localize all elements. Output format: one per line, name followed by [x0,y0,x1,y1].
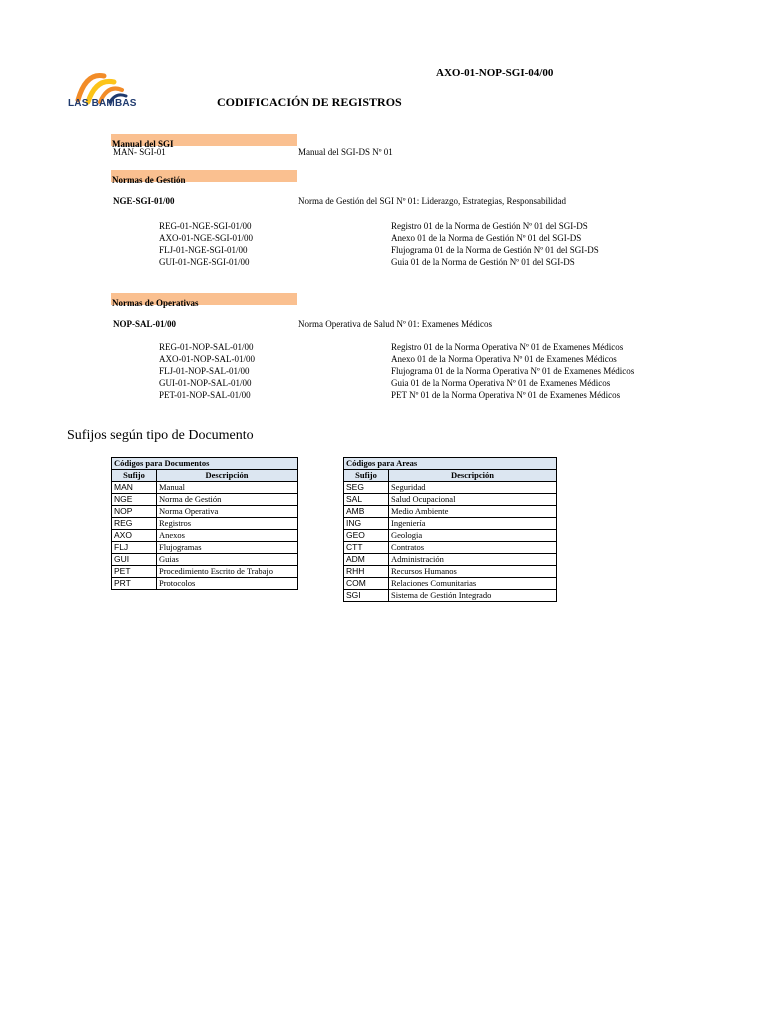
area-codes-table [343,457,557,602]
row-code: CTT [344,542,389,554]
row-desc: Geologia [389,530,557,542]
table-row [112,518,298,530]
table-row [344,590,557,602]
row-code: REG [112,518,157,530]
row-desc: Manual [157,482,298,494]
row-desc: Norma de Gestión [157,494,298,506]
normas-gestion-band [111,170,297,185]
document-code: AXO-01-NOP-SGI-04/00 [436,67,554,79]
table-row [112,506,298,518]
table-header-row [344,470,557,482]
normas-gestion-label: Normas de Gestión [112,175,186,185]
table-title: Códigos para Documentos [112,458,298,470]
nop-main-desc: Norma Operativa de Salud Nº 01: Examenes Médicos [298,319,492,329]
nge-item-code: REG-01-NGE-SGI-01/00 [159,221,252,231]
row-code: COM [344,578,389,590]
row-desc: Guias [157,554,298,566]
manual-section-band [111,134,297,149]
row-desc: Procedimiento Escrito de Trabajo [157,566,298,578]
table-row [344,482,557,494]
column-header-sufijo: Sufijo [112,470,157,482]
row-code: FLJ [112,542,157,554]
nop-item-desc: PET Nº 01 de la Norma Operativa Nº 01 de Examenes Médicos [391,390,621,400]
nge-main-code: NGE-SGI-01/00 [113,196,175,206]
table-row [112,554,298,566]
row-code: RHH [344,566,389,578]
row-desc: Administración [389,554,557,566]
manual-code: MAN- SGI-01 [113,147,166,157]
row-code: AMB [344,506,389,518]
row-code: PRT [112,578,157,590]
nop-item-desc: Guia 01 de la Norma Operativa Nº 01 de Examenes Médicos [391,378,611,388]
table-row [112,494,298,506]
table-row [344,542,557,554]
row-desc: Protocolos [157,578,298,590]
row-code: GEO [344,530,389,542]
row-code: MAN [112,482,157,494]
row-desc: Contratos [389,542,557,554]
nge-main-desc: Norma de Gestión del SGI Nº 01: Liderazgo, Estrategias, Responsabilidad [298,196,566,206]
normas-operativas-band [111,293,297,308]
sufijos-section-title: Sufijos según tipo de Documento [67,428,254,443]
row-desc: Ingeniería [389,518,557,530]
nge-item-desc: Guia 01 de la Norma de Gestión Nº 01 del SGI-DS [391,257,575,267]
nge-item-desc: Registro 01 de la Norma de Gestión Nº 01 del SGI-DS [391,221,588,231]
nge-item-desc: Anexo 01 de la Norma de Gestión Nº 01 del SGI-DS [391,233,582,243]
row-code: SGI [344,590,389,602]
nop-main-code: NOP-SAL-01/00 [113,319,176,329]
table-title-row [112,458,298,470]
nop-item-code: PET-01-NOP-SAL-01/00 [159,390,251,400]
row-desc: Seguridad [389,482,557,494]
row-desc: Sistema de Gestión Integrado [389,590,557,602]
normas-operativas-label: Normas de Operativas [112,298,199,308]
table-row [112,482,298,494]
table-header-row [112,470,298,482]
manual-section-label: Manual del SGI [112,139,174,149]
row-code: AXO [112,530,157,542]
row-desc: Norma Operativa [157,506,298,518]
row-desc: Flujogramas [157,542,298,554]
row-desc: Anexos [157,530,298,542]
table-row [112,542,298,554]
nop-item-desc: Registro 01 de la Norma Operativa Nº 01 de Examenes Médicos [391,342,624,352]
table-row [344,506,557,518]
table-row [112,566,298,578]
row-desc: Medio Ambiente [389,506,557,518]
document-title: CODIFICACIÓN DE REGISTROS [217,95,402,109]
table-row [344,566,557,578]
table-row [344,494,557,506]
table-row [344,554,557,566]
row-desc: Relaciones Comunitarias [389,578,557,590]
nop-item-desc: Flujograma 01 de la Norma Operativa Nº 01 de Examenes Médicos [391,366,635,376]
document-codes-table [111,457,298,590]
nop-item-code: FLJ-01-NOP-SAL-01/00 [159,366,250,376]
row-code: ING [344,518,389,530]
column-header-descripcion: Descripción [389,470,557,482]
nop-item-code: AXO-01-NOP-SAL-01/00 [159,354,255,364]
table-title-row [344,458,557,470]
nge-item-desc: Flujograma 01 de la Norma de Gestión Nº 01 del SGI-DS [391,245,599,255]
nge-item-code: AXO-01-NGE-SGI-01/00 [159,233,253,243]
nge-item-code: FLJ-01-NGE-SGI-01/00 [159,245,248,255]
row-code: PET [112,566,157,578]
row-desc: Registros [157,518,298,530]
table-row [344,578,557,590]
logo-text: LAS BAMBAS [68,98,137,109]
table-row [344,530,557,542]
nop-item-code: REG-01-NOP-SAL-01/00 [159,342,254,352]
table-row [344,518,557,530]
table-row [112,578,298,590]
row-code: NGE [112,494,157,506]
nop-item-code: GUI-01-NOP-SAL-01/00 [159,378,252,388]
table-row [112,530,298,542]
row-desc: Salud Ocupacional [389,494,557,506]
row-code: GUI [112,554,157,566]
row-desc: Recursos Humanos [389,566,557,578]
table-title: Códigos para Areas [344,458,557,470]
manual-desc: Manual del SGI-DS Nº 01 [298,147,393,157]
nge-item-code: GUI-01-NGE-SGI-01/00 [159,257,250,267]
row-code: NOP [112,506,157,518]
column-header-sufijo: Sufijo [344,470,389,482]
column-header-descripcion: Descripción [157,470,298,482]
row-code: ADM [344,554,389,566]
row-code: SEG [344,482,389,494]
row-code: SAL [344,494,389,506]
nop-item-desc: Anexo 01 de la Norma Operativa Nº 01 de Examenes Médicos [391,354,617,364]
